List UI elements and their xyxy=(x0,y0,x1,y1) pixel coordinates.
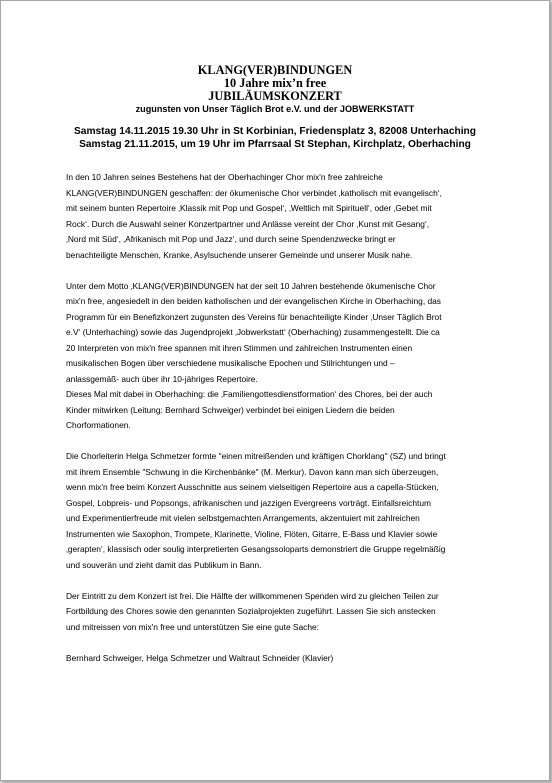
text-line: Kinder mitwirken (Leitung: Bernhard Schweiger) verbindet bei einigen Liedern die beiden xyxy=(66,404,395,415)
text-line: 20 Interpreten von mix'n free spannen mit ihren Stimmen und zahlreichen Instrumenten einen xyxy=(66,342,413,353)
document-body xyxy=(66,170,498,666)
paragraph-3 xyxy=(66,449,498,573)
text-line: Rock‘. Durch die Auswahl seiner Konzertpartner und Anlässe vereint der Chor ‚Kunst mit Gesang‘, xyxy=(66,218,430,229)
text-line: Unter dem Motto ‚KLANG(VER)BINDUNGEN hat der seit 10 Jahren bestehende ökumenische Chor xyxy=(66,280,436,291)
paragraph-2 xyxy=(66,279,498,434)
text-line: benachteiligte Menschen, Kranke, Asylsuchende unserer Gemeinde und unserer Musik nahe. xyxy=(66,249,413,260)
text-line: mix'n free, angesiedelt in den beiden katholischen und der evangelischen Kirche in Oberhaching, das xyxy=(66,296,441,306)
text-line: anlassgemäß- auch über ihr 10-jähriges Repertoire. xyxy=(66,373,258,384)
text-line: wenn mix'n free beim Konzert Ausschnitte aus seinem vielseitigen Repertoire aus a capella-Stücken, xyxy=(66,482,439,492)
text-line: mit seinem bunten Repertoire ‚Klassik mit Pop und Gospel‘, ‚Weltlich mit Spirituell‘, oder ‚Gebet mit xyxy=(66,203,432,213)
text-line: musikalischen Bogen über verschiedene musikalische Epochen und Stilrichtungen und – xyxy=(66,358,395,368)
subtitle: zugunsten von Unser Täglich Brot e.V. und der JOBWERKSTATT xyxy=(135,104,415,114)
text-line: Chorformationen. xyxy=(66,420,131,430)
paragraph-4 xyxy=(66,589,498,636)
text-line: mit ihrem Ensemble "Schwung in die Kirchenbänke" (M. Merkur). Davon kann man sich überzeugen, xyxy=(66,466,439,477)
text-line: Fortbildung des Chores sowie den genannten Sozialprojekten zugeführt. Lassen Sie sich anstecken xyxy=(66,606,436,616)
text-line: Dieses Mal mit dabei in Oberhaching: die ‚Familiengottesdienstformation‘ des Chores, bei der auch xyxy=(66,389,433,399)
event-date-1: Samstag 14.11.2015 19.30 Uhr in St Korbinian, Friedensplatz 3, 82008 Unterhaching xyxy=(74,126,476,137)
text-line: ‚gerapten‘, klassisch oder soulig interpretierten Gesangssoloparts demonstriert die Gruppe regelmäßig xyxy=(66,544,446,554)
text-line: In den 10 Jahren seines Bestehens hat der Oberhachinger Chor mix'n free zahlreiche xyxy=(66,172,383,182)
title-line-3: JUBILÄUMSKONZERT xyxy=(208,89,342,103)
text-line: KLANG(VER)BINDUNGEN geschaffen: der ökumenische Chor verbindet ‚katholisch mit evangelisch‘, xyxy=(66,187,442,198)
paragraph-1 xyxy=(66,170,498,263)
document-header xyxy=(1,64,549,151)
title-line-2: 10 Jahre mix’n free xyxy=(223,76,327,90)
text-line: Gospel, Lobpreis- und Popsongs, afrikanischen und jazzigen Evergreens vorträgt. Einfallsreichtum xyxy=(66,497,431,508)
event-date-2: Samstag 21.11.2015, um 19 Uhr im Pfarrsaal St Stephan, Kirchplatz, Oberhaching xyxy=(79,139,471,150)
text-line: und mitreissen von mix'n free und unterstützen Sie eine gute Sache: xyxy=(66,621,319,632)
event-dates xyxy=(1,125,549,151)
text-line: Programm für ein Benefizkonzert zugunsten des Vereins für benachteiligte Kinder ‚Unser Täglich Brot xyxy=(66,311,442,322)
signature: Bernhard Schweiger, Helga Schmetzer und Waltraut Schneider (Klavier) xyxy=(66,652,334,663)
text-line: und souverän und zieht damit das Publikum in Bann. xyxy=(66,559,262,570)
title-line-1: KLANG(VER)BINDUNGEN xyxy=(197,63,353,77)
text-line: und Experimentierfreude mit vielen selbstgemachten Arrangements, akzentuiert mit zahlreichen xyxy=(66,513,420,523)
text-line: Die Chorleiterin Helga Schmetzer formte "einen mitreißenden und kräftigen Chorklang" (SZ) und bringt xyxy=(66,451,446,461)
text-line: Instrumenten wie Saxophon, Trompete, Klarinette, Violine, Flöten, Gitarre, E-Bass und Klavier sowie xyxy=(66,528,438,539)
text-line: Der Eintritt zu dem Konzert ist frei. Die Hälfte der willkommenen Spenden wird zu gleichen Teilen zur xyxy=(66,590,439,601)
text-line: ‚Nord mit Süd‘, ‚Afrikanisch mit Pop und Jazz‘, und durch seine Spendenzwecke bringt er xyxy=(66,234,396,244)
text-line: e.V‘ (Unterhaching) sowie das Jugendprojekt ‚Jobwerkstatt‘ (Oberhaching) zusammengestellt. Die ca xyxy=(66,327,440,337)
